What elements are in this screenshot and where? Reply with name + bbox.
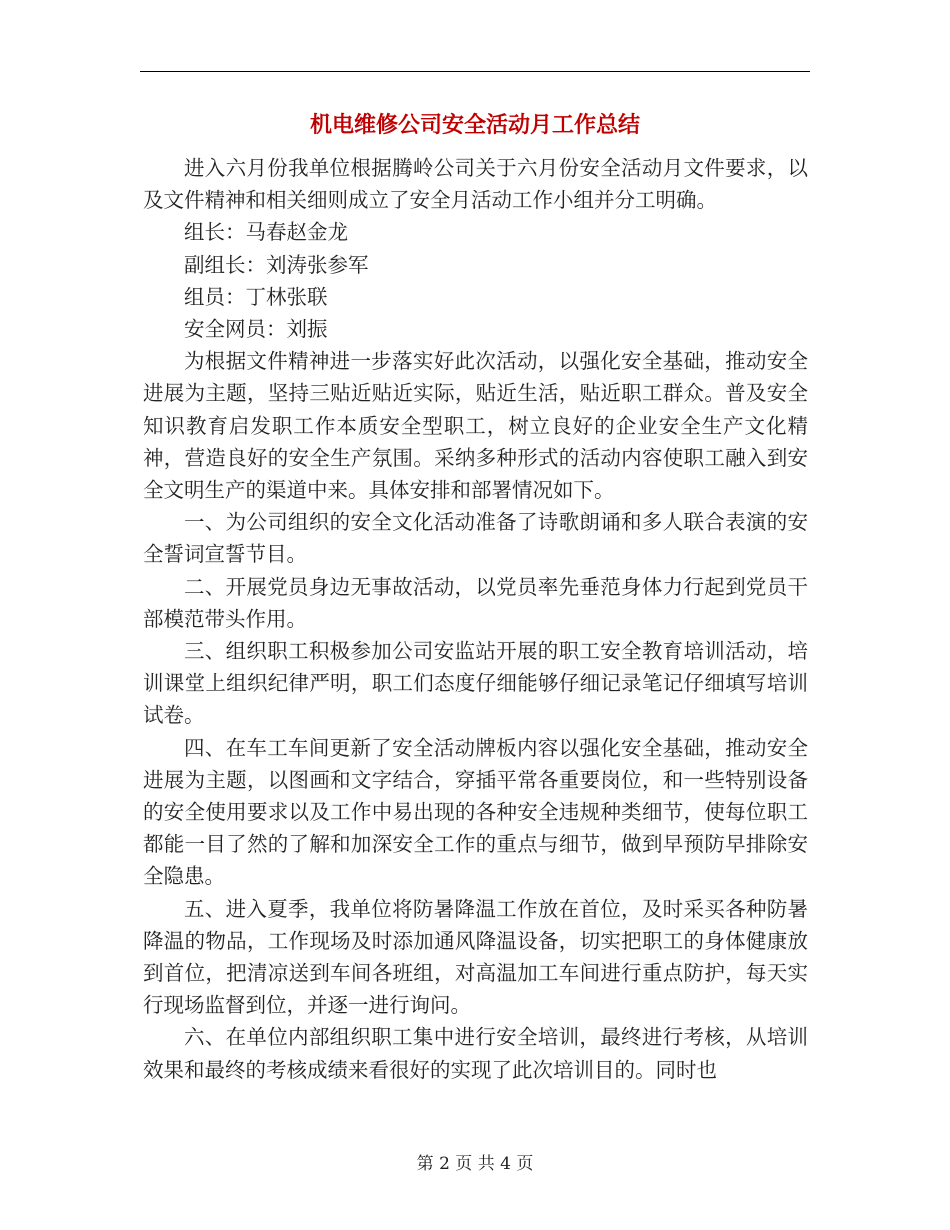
page-number-footer: 第 2 页 共 4 页 <box>416 1154 534 1174</box>
document-body <box>143 152 808 1086</box>
header-rule <box>140 71 810 72</box>
safety-officer-line: 安全网员：刘振 <box>184 317 328 342</box>
team-leader-line: 组长：马春赵金龙 <box>184 220 348 245</box>
purpose-paragraph: 为根据文件精神进一步落实好此次活动，以强化安全基础，推动安全进展为主题，坚持三贴近贴近实际，贴近生活，贴近职工群众。普及安全知识教育启发职工作本质安全型职工，树立良好的企业安全生产文化精神，营造良好的安全生产氛围。采纳多种形式的活动内容使职工融入到安全文明生产的渠道中来。具体安排和部署情况如下。 <box>143 349 808 503</box>
item-six-paragraph: 六、在单位内部组织职工集中进行安全培训，最终进行考核，从培训效果和最终的考核成绩来看很好的实现了此次培训目的。同时也 <box>143 1025 808 1082</box>
item-four-paragraph: 四、在车工车间更新了安全活动牌板内容以强化安全基础，推动安全进展为主题，以图画和文字结合，穿插平常各重要岗位，和一些特别设备的安全使用要求以及工作中易出现的各种安全违规种类细节，使每位职工都能一目了然的了解和加深安全工作的重点与细节，做到早预防早排除安全隐患。 <box>143 735 808 889</box>
item-five-paragraph: 五、进入夏季，我单位将防暑降温工作放在首位，及时采买各种防暑降温的物品，工作现场及时添加通风降温设备，切实把职工的身体健康放到首位，把清凉送到车间各班组，对高温加工车间进行重点防护，每天实行现场监督到位，并逐一进行询问。 <box>143 896 808 1018</box>
document-title: 机电维修公司安全活动月工作总结 <box>309 113 640 138</box>
item-two-paragraph: 二、开展党员身边无事故活动，以党员率先垂范身体力行起到党员干部模范带头作用。 <box>143 574 808 631</box>
team-members-line: 组员：丁林张联 <box>184 284 328 309</box>
item-one-paragraph: 一、为公司组织的安全文化活动准备了诗歌朗诵和多人联合表演的安全誓词宣誓节目。 <box>143 510 808 567</box>
intro-paragraph: 进入六月份我单位根据腾岭公司关于六月份安全活动月文件要求，以及文件精神和相关细则成立了安全月活动工作小组并分工明确。 <box>143 156 808 213</box>
deputy-leader-line: 副组长：刘涛张参军 <box>184 252 369 277</box>
item-three-paragraph: 三、组织职工积极参加公司安监站开展的职工安全教育培训活动，培训课堂上组织纪律严明，职工们态度仔细能够仔细记录笔记仔细填写培训试卷。 <box>143 639 808 728</box>
